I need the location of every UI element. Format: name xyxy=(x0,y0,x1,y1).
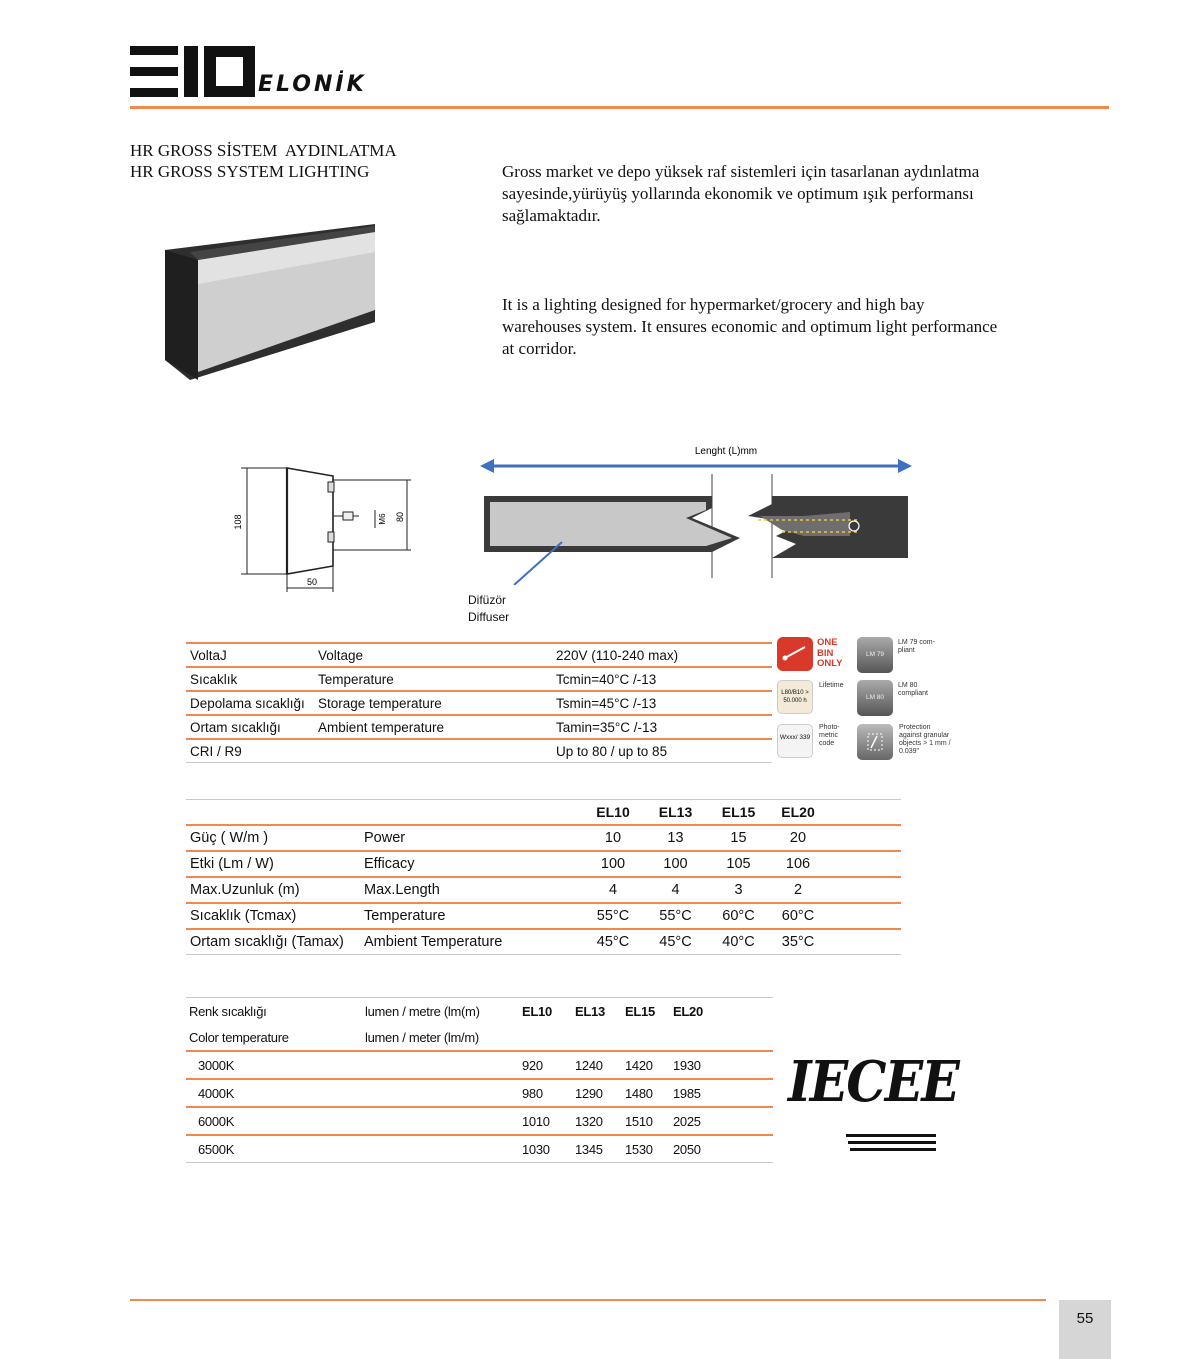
performance-header-el10: EL10 xyxy=(582,800,644,826)
lifetime-label: Lifetime xyxy=(819,682,844,689)
logo-word: ELONİK xyxy=(258,72,367,97)
performance-row xyxy=(186,929,901,955)
spec-label-tr: CRI / R9 xyxy=(186,739,314,763)
performance-blank xyxy=(826,903,901,929)
spec-row xyxy=(186,715,772,739)
spec-label-tr: VoltaJ xyxy=(186,643,314,667)
lumen-value: 1345 xyxy=(572,1135,622,1163)
badge-lifetime xyxy=(777,680,851,716)
performance-value: 60°C xyxy=(770,903,826,929)
lumen-value: 1320 xyxy=(572,1107,622,1135)
logo xyxy=(130,46,370,100)
lumen-blank xyxy=(716,998,773,1025)
performance-value: 60°C xyxy=(707,903,770,929)
lm80-label: LM 80 compliant xyxy=(898,682,928,697)
iecee-text: IECEE xyxy=(788,1049,958,1115)
performance-row xyxy=(186,851,901,877)
one-bin-icon xyxy=(777,637,813,671)
description-en: It is a lighting designed for hypermarket/grocery and high bay warehouses system. It ensures economic and optimum light performance at corridor. xyxy=(502,295,998,358)
iecee-stripes xyxy=(846,1134,936,1151)
performance-value: 10 xyxy=(582,825,644,851)
dim-m6: M6 xyxy=(378,513,387,525)
performance-label-en: Ambient Temperature xyxy=(360,929,582,955)
performance-header-blank xyxy=(186,800,360,826)
performance-label-en: Temperature xyxy=(360,903,582,929)
lumen-header-row xyxy=(186,1024,773,1051)
badge-lm80 xyxy=(857,680,947,716)
lumen-row xyxy=(186,1107,773,1135)
performance-blank xyxy=(826,877,901,903)
lumen-header-el10: EL10 xyxy=(519,998,572,1025)
spec-row xyxy=(186,691,772,715)
performance-value: 2 xyxy=(770,877,826,903)
performance-label-en: Max.Length xyxy=(360,877,582,903)
lumen-value: 2050 xyxy=(670,1135,716,1163)
performance-row xyxy=(186,903,901,929)
lumen-value: 1240 xyxy=(572,1051,622,1079)
performance-value: 106 xyxy=(770,851,826,877)
diffuser-label-tr: Difüzör xyxy=(468,593,507,607)
product-title-tr: HR GROSS SİSTEM AYDINLATMA xyxy=(130,141,397,160)
lumen-row xyxy=(186,1079,773,1107)
performance-value: 35°C xyxy=(770,929,826,955)
spec-row xyxy=(186,739,772,763)
dim-80: 80 xyxy=(395,511,405,523)
performance-label-tr: Etki (Lm / W) xyxy=(186,851,360,877)
lumen-value: 1480 xyxy=(622,1079,670,1107)
performance-label-tr: Max.Uzunluk (m) xyxy=(186,877,360,903)
badge-lm79 xyxy=(857,637,947,673)
iecee-logo xyxy=(788,1049,958,1162)
badge-photometric xyxy=(777,724,851,760)
spec-value: Up to 80 / up to 85 xyxy=(552,739,772,763)
lm80-icon: LM 80 xyxy=(857,680,893,716)
photometric-label: Photo-metric code xyxy=(819,724,840,747)
performance-value: 45°C xyxy=(582,929,644,955)
performance-header-el15: EL15 xyxy=(707,800,770,826)
performance-value: 55°C xyxy=(582,903,644,929)
performance-blank xyxy=(826,851,901,877)
performance-value: 45°C xyxy=(644,929,707,955)
lumen-row xyxy=(186,1135,773,1163)
lumen-header-row xyxy=(186,998,773,1025)
performance-value: 100 xyxy=(582,851,644,877)
performance-label-tr: Ortam sıcaklığı (Tamax) xyxy=(186,929,360,955)
badge-protection xyxy=(857,724,953,760)
performance-value: 40°C xyxy=(707,929,770,955)
product-image xyxy=(160,222,380,382)
logo-mark xyxy=(130,46,255,98)
spec-label-en: Temperature xyxy=(314,667,552,691)
lumen-blank xyxy=(670,1024,716,1051)
lumen-row xyxy=(186,1051,773,1079)
performance-row xyxy=(186,877,901,903)
lumen-blank xyxy=(362,1135,519,1163)
spec-label-en: Voltage xyxy=(314,643,552,667)
dim-108: 108 xyxy=(233,514,243,530)
performance-row xyxy=(186,825,901,851)
lumen-header-el20: EL20 xyxy=(670,998,716,1025)
photometric-icon: Wxxx/ 339 xyxy=(777,724,813,758)
lumen-value: 1030 xyxy=(519,1135,572,1163)
page-number: 55 xyxy=(1059,1300,1111,1359)
lm79-icon: LM 79 xyxy=(857,637,893,673)
lumen-value: 920 xyxy=(519,1051,572,1079)
lumen-cct: 3000K xyxy=(186,1051,362,1079)
performance-label-tr: Güç ( W/m ) xyxy=(186,825,360,851)
lumen-value: 2025 xyxy=(670,1107,716,1135)
dim-50: 50 xyxy=(306,577,318,587)
performance-header-el13: EL13 xyxy=(644,800,707,826)
lumen-blank xyxy=(362,1051,519,1079)
performance-value: 3 xyxy=(707,877,770,903)
lumen-value: 1290 xyxy=(572,1079,622,1107)
spec-label-tr: Depolama sıcaklığı xyxy=(186,691,314,715)
lumen-header-el13: EL13 xyxy=(572,998,622,1025)
spec-value: Tcmin=40°C /-13 xyxy=(552,667,772,691)
lumen-cct: 6500K xyxy=(186,1135,362,1163)
spec-label-en xyxy=(314,739,552,763)
performance-value: 4 xyxy=(644,877,707,903)
spec-value: Tamin=35°C /-13 xyxy=(552,715,772,739)
spec-row xyxy=(186,643,772,667)
lumen-blank xyxy=(362,1107,519,1135)
lumen-value: 980 xyxy=(519,1079,572,1107)
lumen-blank xyxy=(716,1107,773,1135)
performance-header-row xyxy=(186,800,901,826)
lumen-header-el15: EL15 xyxy=(622,998,670,1025)
lumen-blank xyxy=(622,1024,670,1051)
lumen-header-tr: Renk sıcaklığı xyxy=(186,998,362,1025)
performance-label-en: Efficacy xyxy=(360,851,582,877)
lumen-blank xyxy=(716,1024,773,1051)
performance-value: 4 xyxy=(582,877,644,903)
protection-label: Protection against granular objects > 1 mm / 0.039" xyxy=(899,724,951,755)
lumen-cct: 4000K xyxy=(186,1079,362,1107)
header-divider xyxy=(130,106,1109,109)
footer-divider xyxy=(130,1299,1046,1301)
spec-label-tr: Sıcaklık xyxy=(186,667,314,691)
performance-value: 15 xyxy=(707,825,770,851)
performance-blank xyxy=(826,825,901,851)
lumen-value: 1010 xyxy=(519,1107,572,1135)
performance-value: 100 xyxy=(644,851,707,877)
lumen-blank xyxy=(519,1024,572,1051)
performance-value: 20 xyxy=(770,825,826,851)
spec-row xyxy=(186,667,772,691)
lumen-blank xyxy=(716,1135,773,1163)
one-bin-text: ONE BIN ONLY xyxy=(817,637,843,669)
lumen-value: 1510 xyxy=(622,1107,670,1135)
performance-value: 105 xyxy=(707,851,770,877)
protection-icon xyxy=(857,724,893,760)
lumen-table xyxy=(186,997,773,1163)
product-title-en: HR GROSS SYSTEM LIGHTING xyxy=(130,162,370,181)
performance-label-tr: Sıcaklık (Tcmax) xyxy=(186,903,360,929)
spec-value: Tsmin=45°C /-13 xyxy=(552,691,772,715)
badge-one-bin xyxy=(777,637,851,673)
performance-header-el20: EL20 xyxy=(770,800,826,826)
lm79-label: LM 79 com-pliant xyxy=(898,639,935,654)
lumen-blank xyxy=(362,1079,519,1107)
performance-header-blank xyxy=(826,800,901,826)
performance-value: 55°C xyxy=(644,903,707,929)
cross-section-drawing xyxy=(225,462,425,597)
length-drawing xyxy=(470,440,920,585)
performance-header-blank xyxy=(360,800,582,826)
performance-value: 13 xyxy=(644,825,707,851)
diffuser-label-en: Diffuser xyxy=(468,610,510,624)
spec-label-en: Ambient temperature xyxy=(314,715,552,739)
lumen-header-en: Color temperature xyxy=(186,1024,362,1051)
lumen-header2-tr: lumen / metre (lm(m) xyxy=(362,998,519,1025)
performance-label-en: Power xyxy=(360,825,582,851)
lumen-value: 1530 xyxy=(622,1135,670,1163)
spec-label-tr: Ortam sıcaklığı xyxy=(186,715,314,739)
description-tr: Gross market ve depo yüksek raf sistemleri için tasarlanan aydınlatma sayesinde,yürüyüş yollarında ekonomik ve optimum ışık performansı sağlamaktadır. xyxy=(502,162,980,225)
lumen-header2-en: lumen / meter (lm/m) xyxy=(362,1024,519,1051)
lumen-blank xyxy=(716,1051,773,1079)
spec-label-en: Storage temperature xyxy=(314,691,552,715)
spec-value: 220V (110-240 max) xyxy=(552,643,772,667)
length-label: Lenght (L)mm xyxy=(694,446,758,457)
lumen-blank xyxy=(716,1079,773,1107)
spec-table xyxy=(186,642,772,763)
lumen-value: 1930 xyxy=(670,1051,716,1079)
lumen-value: 1985 xyxy=(670,1079,716,1107)
lumen-cct: 6000K xyxy=(186,1107,362,1135)
lumen-value: 1420 xyxy=(622,1051,670,1079)
performance-table xyxy=(186,799,901,955)
lumen-blank xyxy=(572,1024,622,1051)
performance-blank xyxy=(826,929,901,955)
lifetime-icon: L80/B10 > 50.000 h xyxy=(777,680,813,714)
